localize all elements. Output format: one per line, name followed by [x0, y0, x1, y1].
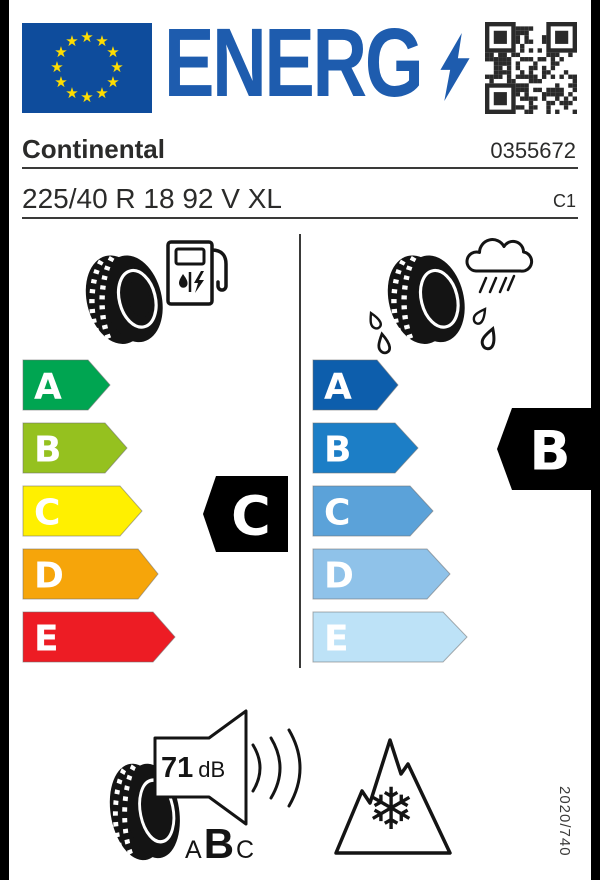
fuel-class-letter-C: C [34, 492, 61, 534]
eu-star-icon: ★ [80, 88, 94, 106]
wet-class-letter-A: A [324, 366, 352, 408]
tyre-size-designation: 225/40 R 18 92 V XL [22, 183, 282, 214]
fuel-class-letter-D: D [34, 555, 64, 597]
eu-star-icon: ★ [106, 43, 120, 61]
fuel-class-letter-B: B [34, 429, 62, 471]
sound-wave-arcs [253, 730, 300, 806]
wet-selected-letter: B [529, 419, 571, 483]
eu-star-icon: ★ [110, 58, 124, 76]
eu-star-icon: ★ [65, 83, 79, 102]
fuel-selected-letter: C [231, 484, 271, 548]
noise-value: 71 [161, 752, 194, 784]
noise-class-letter-C: C [236, 836, 255, 864]
wet-class-letter-D: D [324, 555, 354, 597]
wet-class-letter-B: B [324, 429, 352, 471]
eu-star-icon: ★ [106, 73, 120, 91]
regulation-number: 2020/740 [556, 786, 573, 857]
article-number: 0355672 [490, 138, 576, 163]
noise-class-letter-A: A [185, 836, 202, 864]
snow-grip-pictogram [328, 733, 456, 861]
energ-logo-text: ENERG [164, 8, 422, 117]
eu-star-icon: ★ [54, 43, 68, 61]
eu-star-icon: ★ [65, 32, 79, 51]
eu-star-icon: ★ [54, 73, 68, 91]
eu-star-icon: ★ [95, 83, 109, 102]
eu-star-icon: ★ [50, 58, 64, 76]
tyre-class: C1 [552, 191, 576, 211]
eu-star-icon: ★ [80, 28, 94, 46]
noise-unit: dB [198, 757, 226, 782]
noise-class-letters [185, 820, 254, 868]
wet-class-letter-C: C [324, 492, 351, 534]
snowflake-icon: ❄ [366, 775, 416, 843]
fuel-class-letter-E: E [34, 618, 59, 660]
noise-class-letter-B-selected: B [203, 820, 235, 867]
fuel-class-letter-A: A [34, 366, 62, 408]
eu-star-icon: ★ [95, 32, 109, 51]
noise-level [161, 752, 225, 785]
wet-class-letter-E: E [324, 618, 349, 660]
supplier-name: Continental [22, 134, 165, 164]
